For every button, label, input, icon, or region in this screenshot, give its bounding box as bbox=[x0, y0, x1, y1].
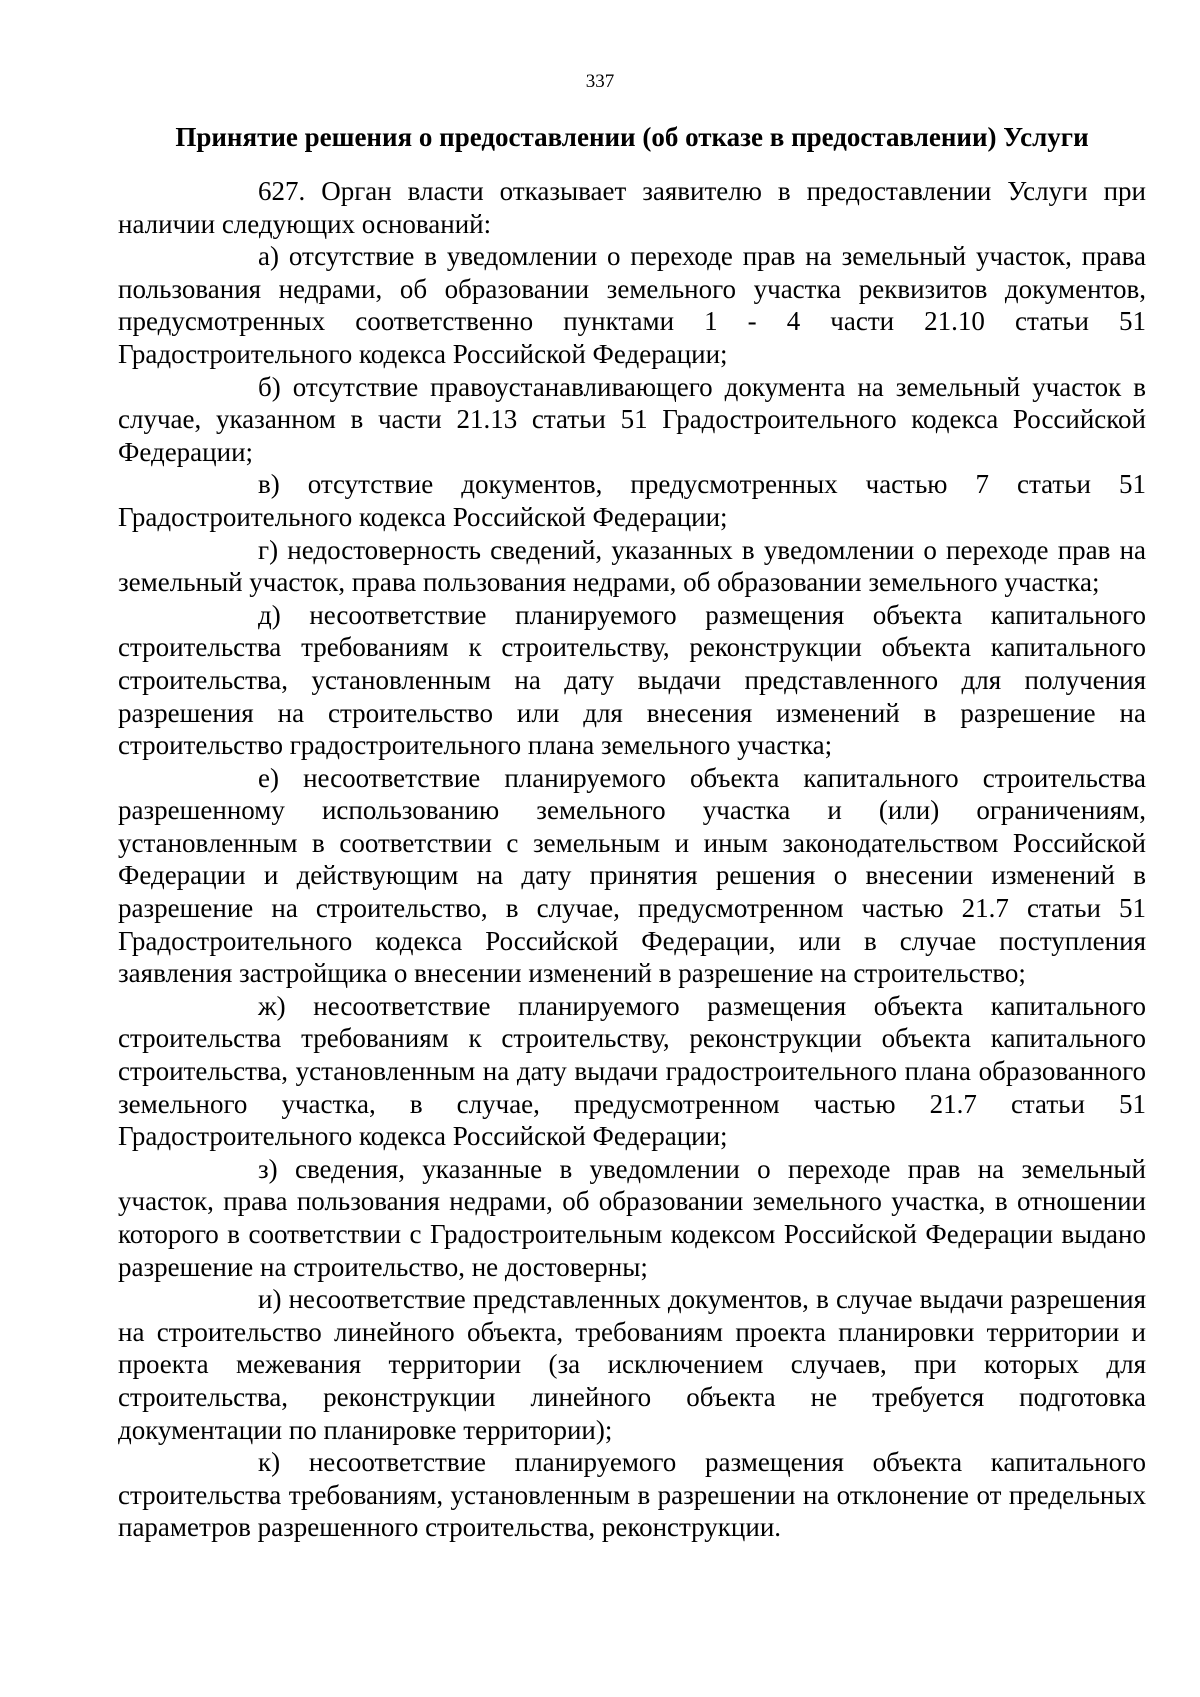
list-item-z bbox=[118, 1153, 1146, 1283]
list-item-v bbox=[118, 468, 1146, 533]
paragraph-text: Орган власти отказывает заявителю в предоставлении Услуги при наличии следующих оснований: bbox=[118, 176, 1147, 239]
section-heading: Принятие решения о предоставлении (об отказе в предоставлении) Услуги bbox=[175, 122, 1089, 152]
list-item-e bbox=[118, 762, 1146, 990]
list-item-g bbox=[118, 534, 1146, 599]
paragraph-label: 627. bbox=[258, 176, 306, 206]
list-item-text: отсутствие в уведомлении о переходе прав на земельный участок, права пользования недрами, об образовании земельного участка реквизитов документов, предусмотренных соответственно пунктами 1 - 4 части 21.10 статьи 51 Градостроительного кодекса Российской Федерации; bbox=[118, 241, 1147, 369]
list-item-text: несоответствие планируемого размещения объекта капитального строительства требованиям к строительству, реконструкции объекта капитального строительства, установленным на дату выдачи представленного для получения разрешения на строительство или для внесения изменений в разрешение на строительство градостроительного плана земельного участка; bbox=[118, 599, 1146, 761]
list-item-label: е) bbox=[258, 762, 279, 793]
list-item-text: сведения, указанные в уведомлении о переходе прав на земельный участок, права пользования недрами, об образовании земельного участка, в отношении которого в соответствии с Градостроительным кодексом Российской Федерации выдано разрешение на строительство, не достоверны; bbox=[118, 1153, 1147, 1282]
list-item-label: и) bbox=[258, 1284, 282, 1315]
list-item-text: недостоверность сведений, указанных в уведомлении о переходе прав на земельный участок, права пользования недрами, об образовании земельного участка; bbox=[118, 534, 1147, 598]
list-item-label: г) bbox=[258, 534, 279, 565]
document-body bbox=[118, 175, 1146, 1544]
list-item-k bbox=[118, 1446, 1146, 1544]
list-item-label: б) bbox=[258, 371, 281, 402]
list-item-label: ж) bbox=[258, 990, 286, 1021]
list-item-b bbox=[118, 371, 1146, 469]
list-item-text: отсутствие документов, предусмотренных частью 7 статьи 51 Градостроительного кодекса Российской Федерации; bbox=[118, 469, 1146, 532]
list-item-label: а) bbox=[258, 241, 279, 272]
paragraph-627 bbox=[118, 175, 1146, 240]
list-item-text: несоответствие планируемого объекта капитального строительства разрешенному использованию земельного участка и (или) ограничениям, установленным в соответствии с земельным и иным законодательством Российской Федерации и действующим на дату принятия решения о внесении изменений в разрешение на строительство, в случае, предусмотренном частью 21.7 статьи 51 Градостроительного кодекса Российской Федерации, или в случае поступления заявления застройщика о внесении изменений в разрешение на строительство; bbox=[118, 762, 1147, 989]
list-item-label: з) bbox=[258, 1153, 278, 1184]
list-item-zh bbox=[118, 990, 1146, 1153]
list-item-label: д) bbox=[258, 599, 281, 630]
list-item-text: отсутствие правоустанавливающего документа на земельный участок в случае, указанном в части 21.13 статьи 51 Градостроительного кодекса Российской Федерации; bbox=[118, 371, 1146, 467]
list-item-label: к) bbox=[258, 1447, 281, 1478]
list-item-i bbox=[118, 1283, 1146, 1446]
list-item-text: несоответствие планируемого размещения объекта капитального строительства требованиям, установленным в разрешении на отклонение от предельных параметров разрешенного строительства, реконструкции. bbox=[118, 1447, 1146, 1543]
list-item-a bbox=[118, 240, 1146, 370]
list-item-text: несоответствие планируемого размещения объекта капитального строительства требованиям к строительству, реконструкции объекта капитального строительства, установленным на дату выдачи градостроительного плана образованного земельного участка, в случае, предусмотренном частью 21.7 статьи 51 Градостроительного кодекса Российской Федерации; bbox=[118, 990, 1146, 1152]
list-item-d bbox=[118, 599, 1146, 762]
list-item-label: в) bbox=[258, 469, 280, 500]
list-item-text: несоответствие представленных документов, в случае выдачи разрешения на строительство линейного объекта, требованиям проекта планировки территории и проекта межевания территории (за исключением случаев, при которых для строительства, реконструкции линейного объекта не требуется подготовка документации по планировке территории); bbox=[118, 1284, 1146, 1445]
page-number: 337 bbox=[585, 71, 615, 92]
